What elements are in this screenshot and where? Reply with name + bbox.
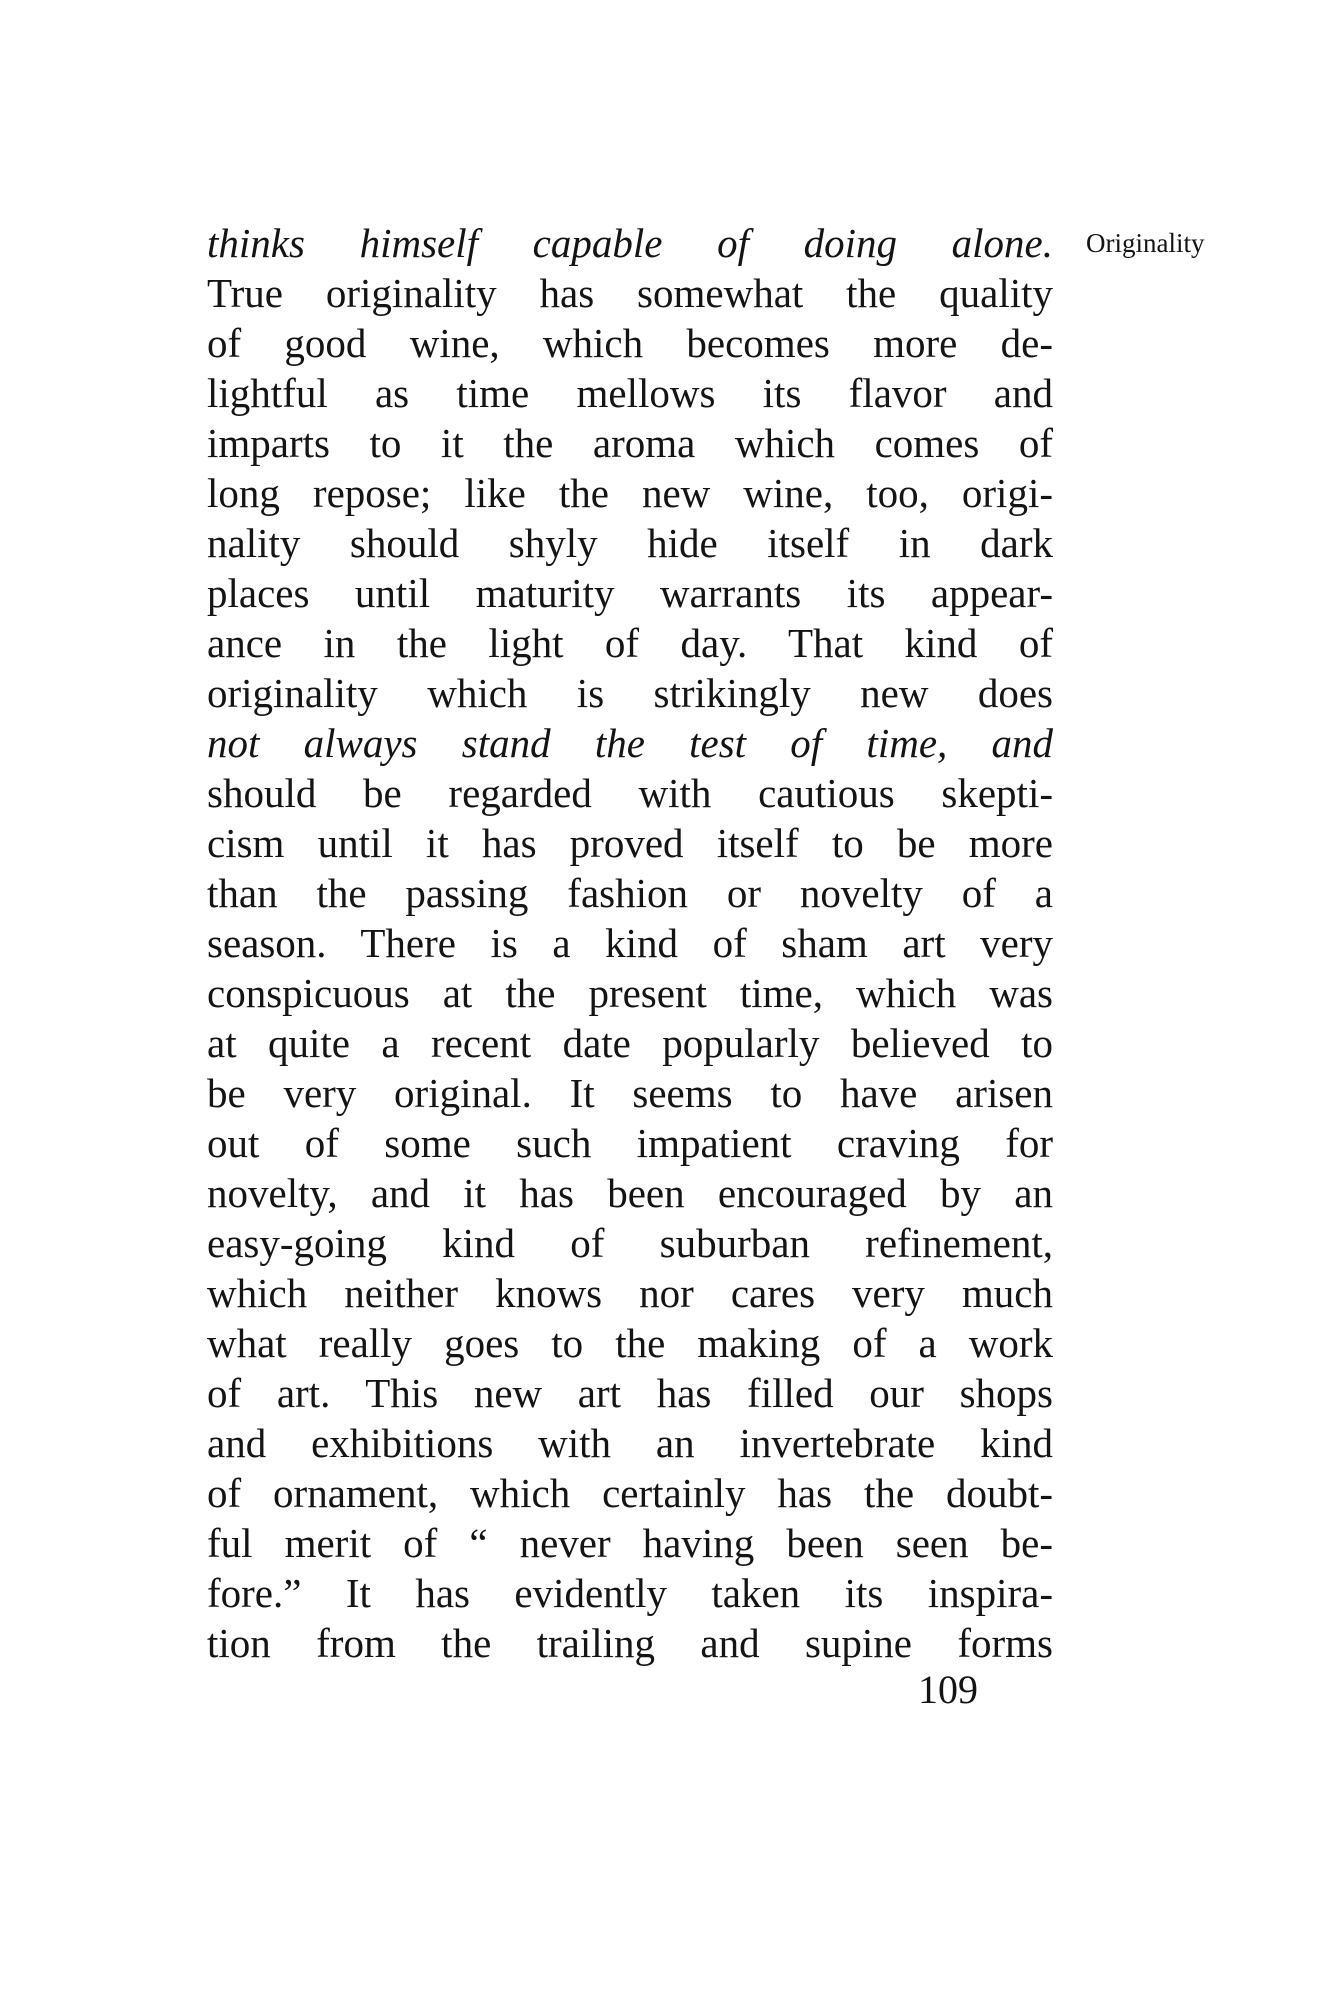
text-line: of art. This new art has filled our shops (207, 1370, 1053, 1416)
text-line: should be regarded with cautious skepti- (207, 770, 1053, 816)
text-line: places until maturity warrants its appear- (207, 570, 1053, 616)
text-line: what really goes to the making of a work (207, 1320, 1053, 1366)
body-text (207, 218, 1053, 1668)
text-line: be very original. It seems to have arisen (207, 1070, 1053, 1116)
text-line: than the passing fashion or novelty of a (207, 870, 1053, 916)
text-line: of good wine, which becomes more de- (207, 320, 1053, 366)
page-number: 109 (918, 1667, 978, 1712)
text-line: ance in the light of day. That kind of (207, 620, 1053, 666)
text-line: conspicuous at the present time, which was (207, 970, 1053, 1016)
text-line: thinks himself capable of doing alone. (207, 220, 1053, 266)
text-line: nality should shyly hide itself in dark (207, 520, 1053, 566)
text-line: tion from the trailing and supine forms (207, 1620, 1053, 1666)
text-line: easy-going kind of suburban refinement, (207, 1220, 1053, 1266)
text-line: cism until it has proved itself to be more (207, 820, 1053, 866)
text-line: originality which is strikingly new does (207, 670, 1053, 716)
text-line: fore.” It has evidently taken its inspira- (207, 1570, 1053, 1616)
text-line: at quite a recent date popularly believed to (207, 1020, 1053, 1066)
text-line: which neither knows nor cares very much (207, 1270, 1053, 1316)
text-line: lightful as time mellows its flavor and (207, 370, 1053, 416)
running-head: Originality (1086, 228, 1205, 258)
text-line: and exhibitions with an invertebrate kind (207, 1420, 1053, 1466)
text-line: ful merit of “ never having been seen be- (207, 1520, 1053, 1566)
text-line: season. There is a kind of sham art very (207, 920, 1053, 966)
text-line: novelty, and it has been encouraged by an (207, 1170, 1053, 1216)
text-line: of ornament, which certainly has the doubt- (207, 1470, 1053, 1516)
text-line: out of some such impatient craving for (207, 1120, 1053, 1166)
text-line: long repose; like the new wine, too, origi- (207, 470, 1053, 516)
text-line: imparts to it the aroma which comes of (207, 420, 1053, 466)
text-line: not always stand the test of time, and (207, 720, 1053, 766)
text-line: True originality has somewhat the quality (207, 270, 1053, 316)
